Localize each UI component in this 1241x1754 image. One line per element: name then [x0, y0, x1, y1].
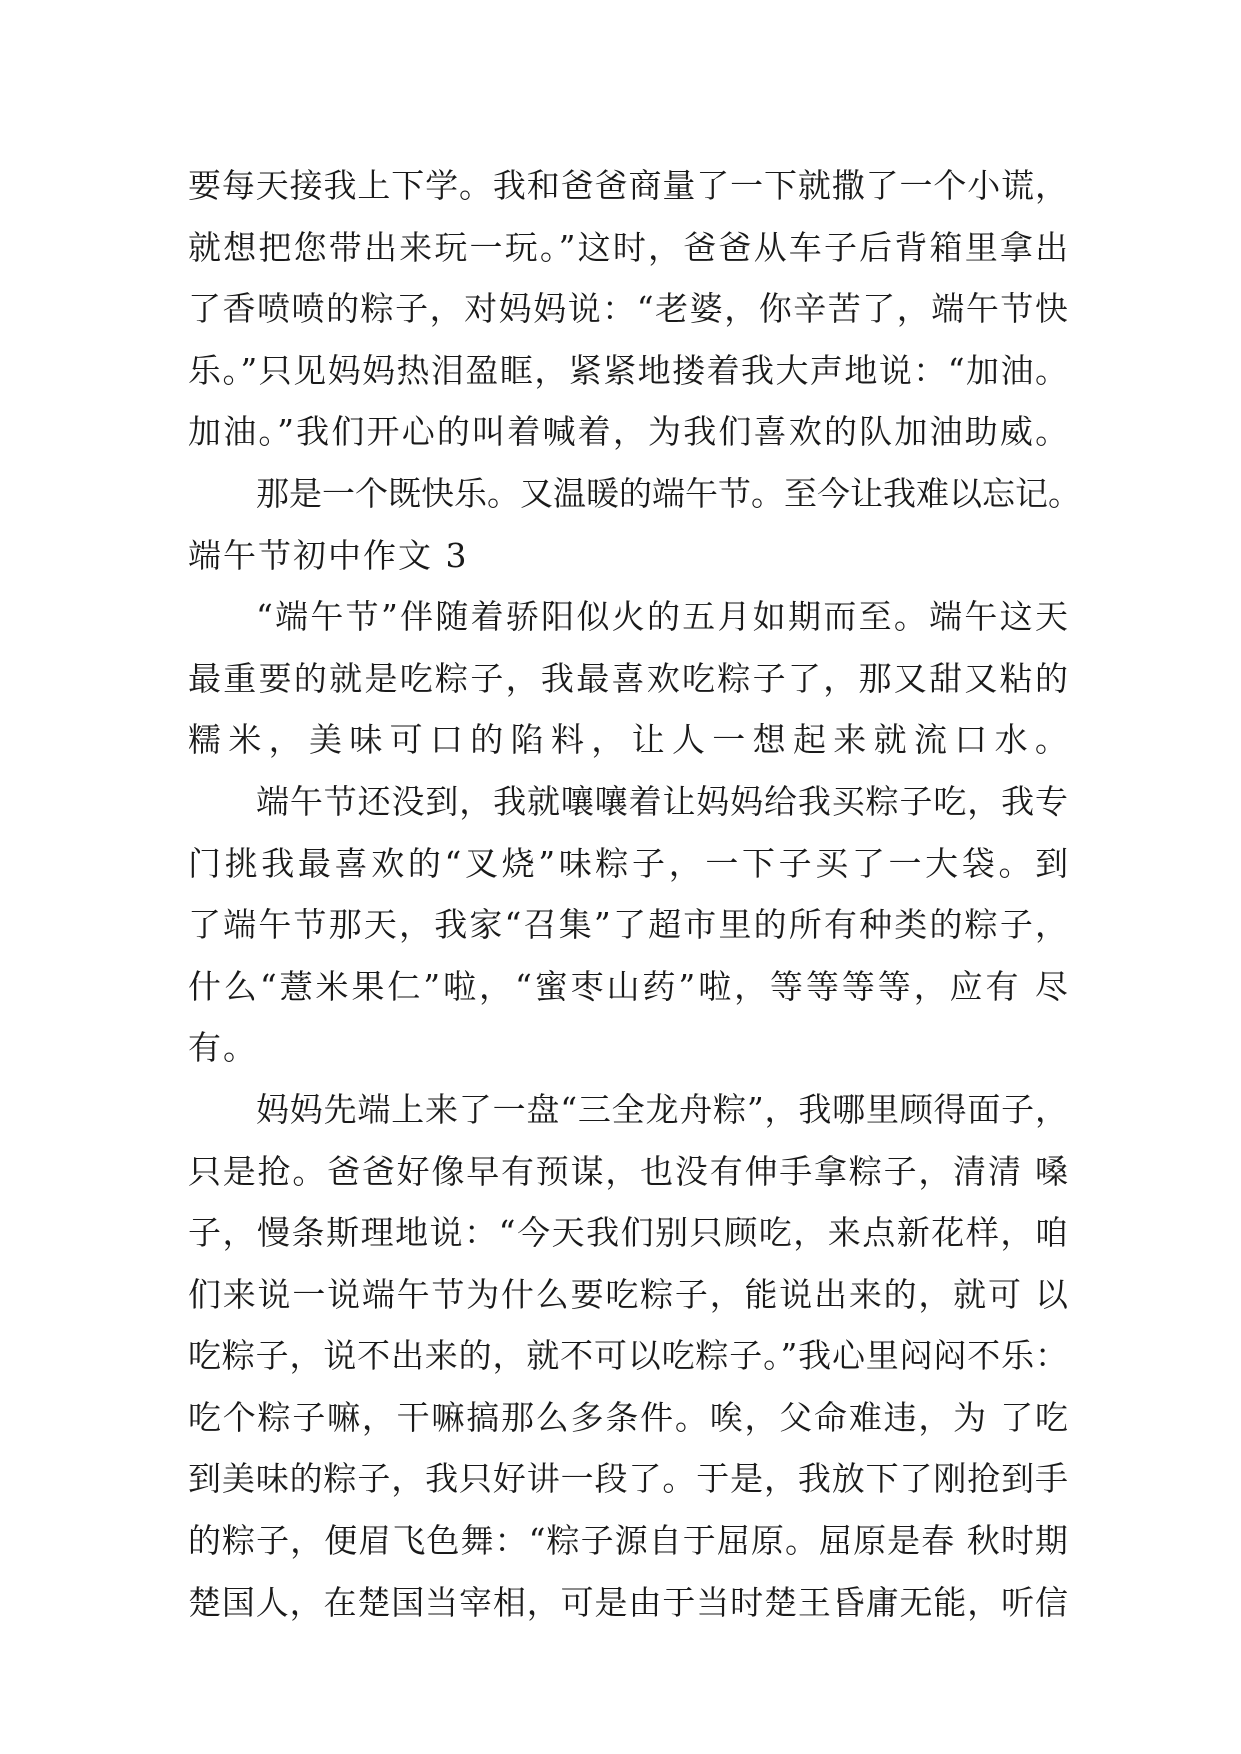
text-line: 们来说一说端午节为什么要吃粽子，能说出来的，就可 以 — [188, 1274, 1070, 1314]
text-line: 加油。”我们开心的叫着喊着，为我们喜欢的队加油助威。 — [188, 412, 1071, 452]
text-line: 端午节还没到，我就嚷嚷着让妈妈给我买粽子吃，我专 — [256, 781, 1069, 821]
text-line: 要每天接我上下学。我和爸爸商量了一下就撒了一个小谎， — [188, 166, 1069, 205]
section-heading: 端午节初中作文 3 — [188, 535, 469, 575]
text-line: 什么“薏米果仁”啦，“蜜枣山药”啦，等等等等，应有 尽 — [188, 966, 1071, 1006]
text-line: 最重要的就是吃粽子，我最喜欢吃粽子了，那又甜又粘的 — [188, 658, 1071, 698]
text-line: 乐。”只见妈妈热泪盈眶，紧紧地搂着我大声地说：“加油。 — [188, 350, 1070, 390]
text-line: 了端午节那天，我家“召集”了超市里的所有种类的粽子， — [188, 905, 1071, 945]
text-line: 糯米，美味可口的陷料，让人一想起来就流口水。 — [188, 720, 1076, 760]
text-line: 到美味的粽子，我只好讲一段了。于是，我放下了刚抢到手 — [188, 1459, 1069, 1499]
text-line: 就想把您带出来玩一玩。”这时，爸爸从车子后背箱里拿出 — [188, 227, 1071, 267]
text-line: 吃个粽子嘛，干嘛搞那么多条件。唉，父命难违，为 了吃 — [188, 1397, 1070, 1437]
text-line: 门挑我最喜欢的“叉烧”味粽子，一下子买了一大袋。到 — [188, 843, 1072, 883]
text-line: 子，慢条斯理地说：“今天我们别只顾吃，来点新花样，咱 — [188, 1213, 1070, 1253]
text-line: 的粽子，便眉飞色舞：“粽子源自于屈原。屈原是春 秋时期 — [188, 1521, 1069, 1561]
text-line: 吃粽子，说不出来的，就不可以吃粽子。”我心里闷闷不乐： — [188, 1336, 1069, 1376]
text-line: 只是抢。爸爸好像早有预谋，也没有伸手拿粽子，清清 嗓 — [188, 1151, 1070, 1191]
text-line: 了香喷喷的粽子，对妈妈说：“老婆，你辛苦了，端午节快 — [188, 289, 1070, 329]
text-line: 妈妈先端上来了一盘“三全龙舟粽”，我哪里顾得面子， — [256, 1089, 1069, 1129]
text-line: 有。 — [188, 1028, 258, 1068]
text-line: “端午节”伴随着骄阳似火的五月如期而至。端午这天 — [256, 597, 1071, 637]
text-line: 楚国人，在楚国当宰相，可是由于当时楚王昏庸无能，听信 — [188, 1582, 1069, 1622]
text-line: 那是一个既快乐。又温暖的端午节。至今让我难以忘记。 — [256, 473, 1081, 513]
essay-body — [188, 155, 1081, 1633]
